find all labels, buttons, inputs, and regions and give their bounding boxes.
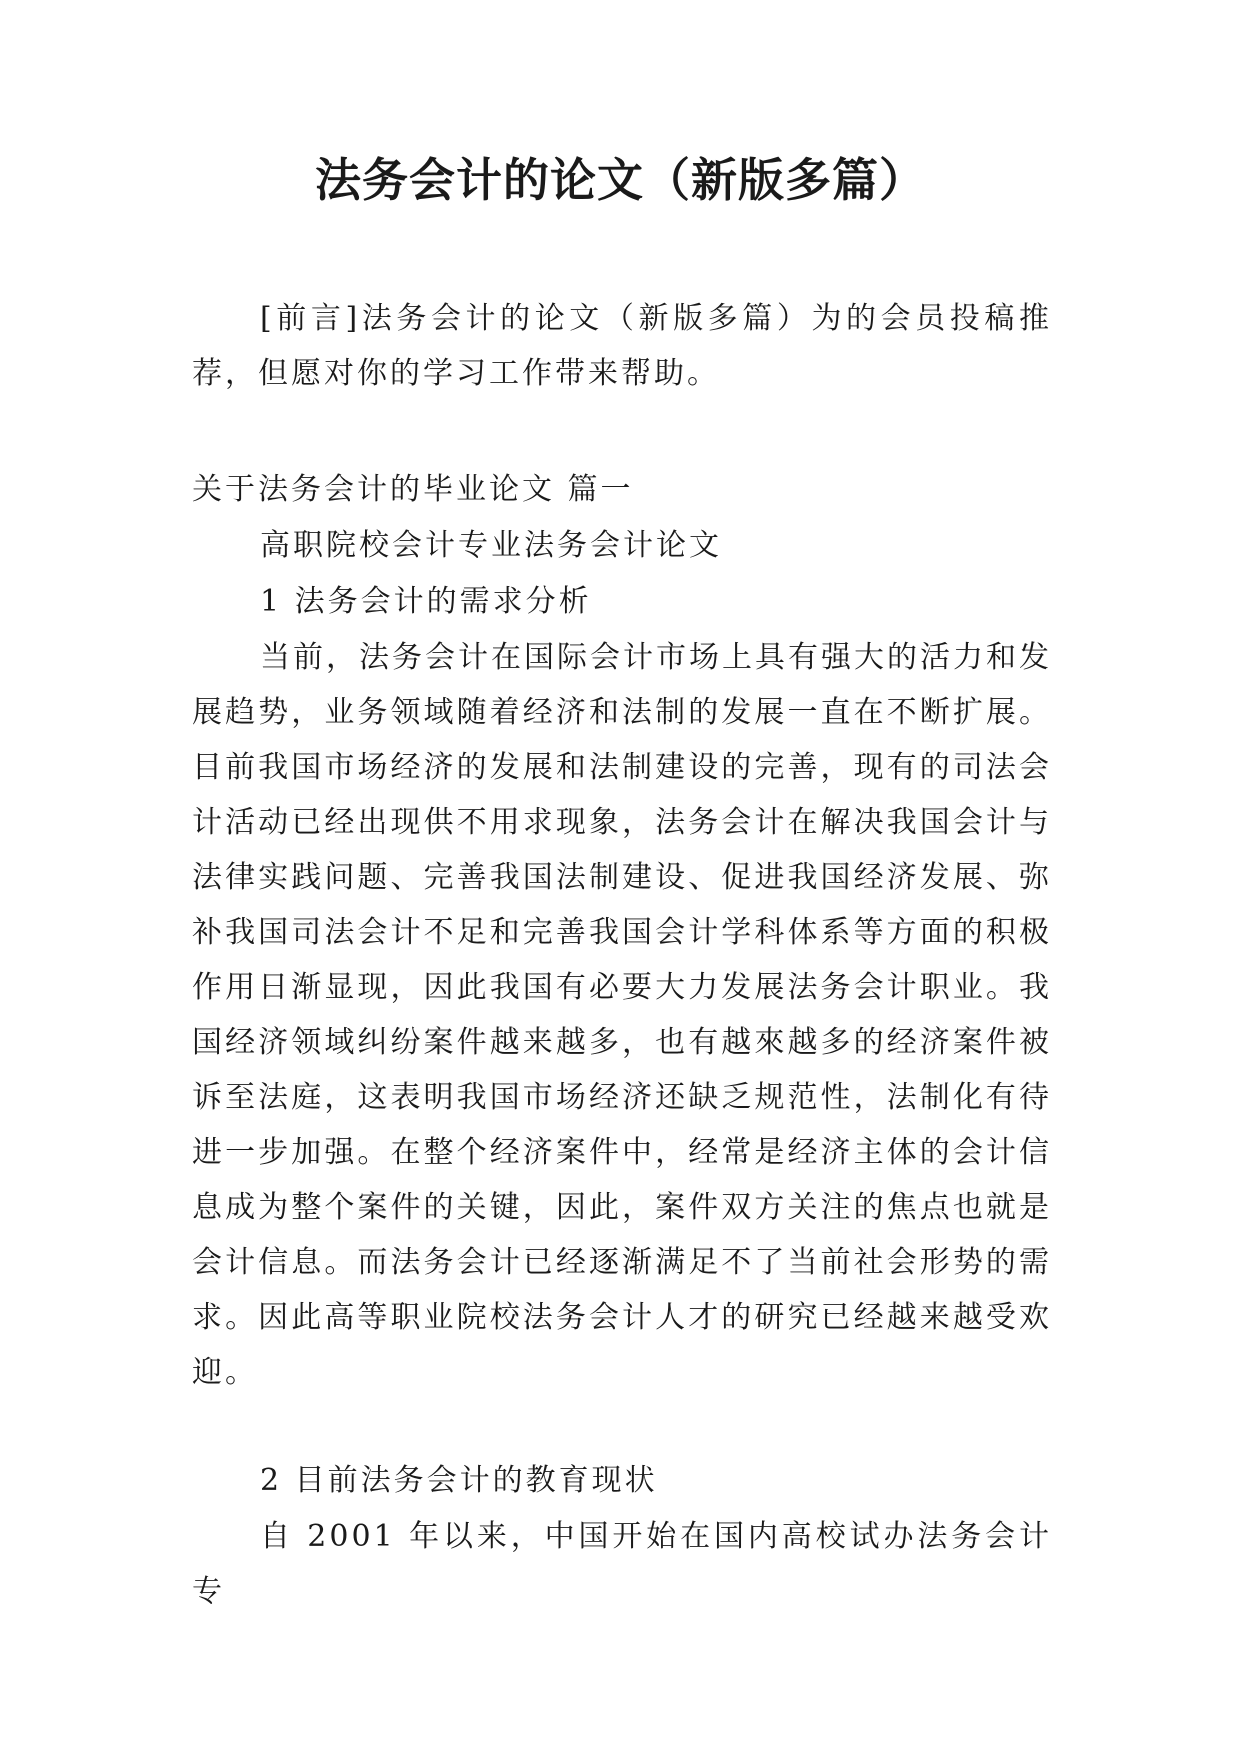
- article-heading: 关于法务会计的毕业论文 篇一: [192, 472, 634, 507]
- article-subtitle: 高职院校会计专业法务会计论文: [260, 528, 722, 563]
- section-2-title: 2 目前法务会计的教育现状: [260, 1463, 658, 1498]
- document-title: 法务会计的论文（新版多篇）: [315, 153, 926, 207]
- section-1-paragraph: 当前，法务会计在国际会计市场上具有强大的活力和发展趋势，业务领域随着经济和法制的发展一直在不断扩展。目前我国市场经济的发展和法制建设的完善，现有的司法会计活动已经出现供不用求现象，法务会计在解决我国会计与法律实践问题、完善我国法制建设、促进我国经济发展、弥补我国司法会计不足和完善我国会计学科体系等方面的积极作用日渐显现，因此我国有必要大力发展法务会计职业。我国经济领域纠纷案件越来越多，也有越來越多的经济案件被诉至法庭，这表明我国市场经济还缺乏规范性，法制化有待进一步加强。在整个经济案件中，经常是经济主体的会计信息成为整个案件的关键，因此，案件双方关注的焦点也就是会计信息。而法务会计已经逐渐满足不了当前社会形势的需求。因此高等职业院校法务会计人才的研究已经越来越受欢迎。: [192, 640, 1052, 1390]
- preface-paragraph: [前言]法务会计的论文（新版多篇）为的会员投稿推荐，但愿对你的学习工作带来帮助。: [192, 301, 1052, 391]
- section-1-title: 1 法务会计的需求分析: [260, 584, 592, 619]
- section-2-paragraph: 自 2001 年以来，中国开始在国内高校试办法务会计专: [192, 1519, 1052, 1609]
